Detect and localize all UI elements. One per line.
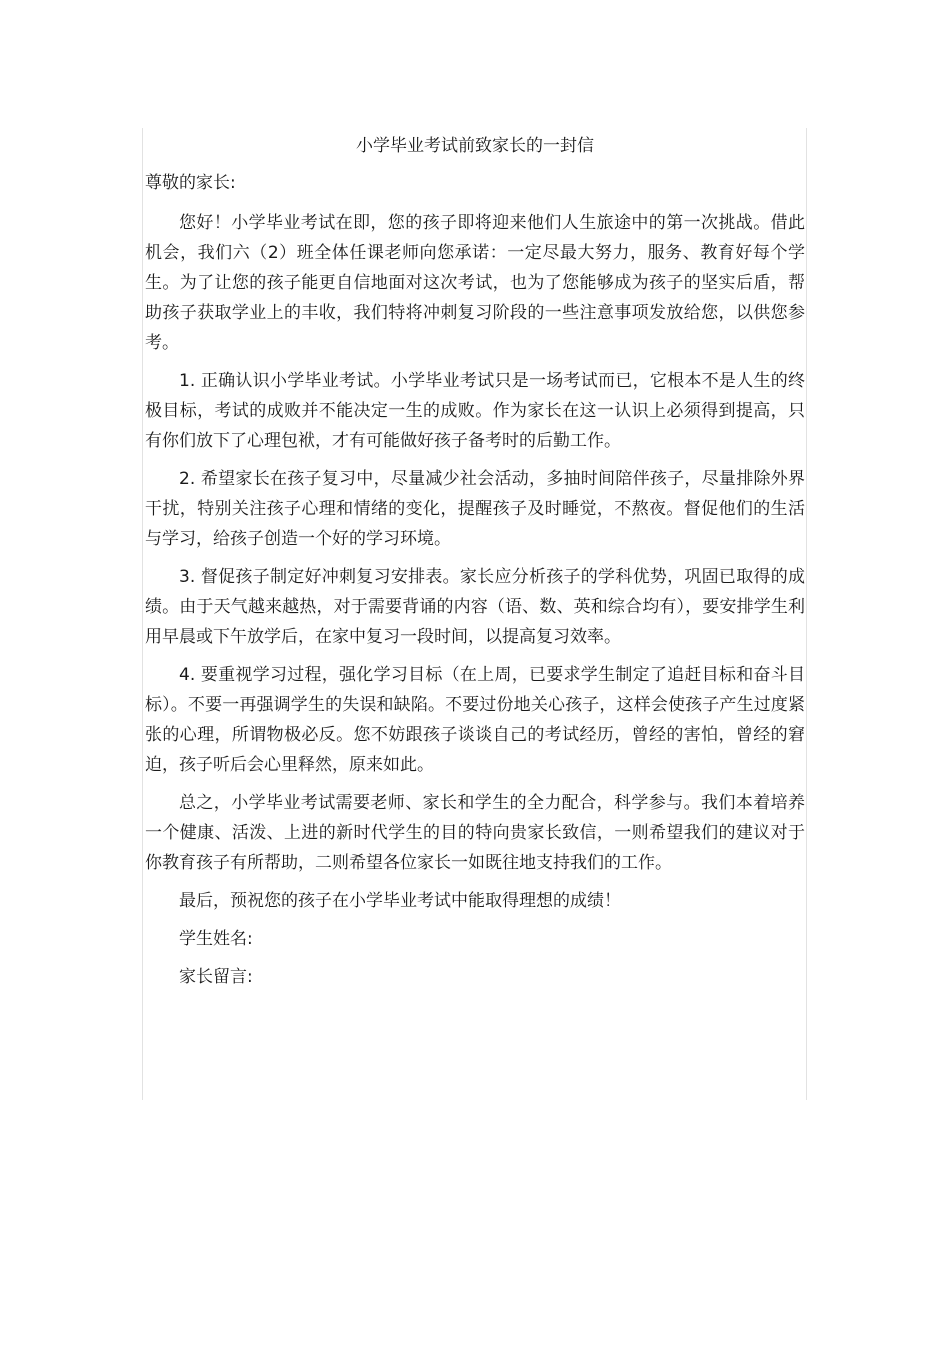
paragraph-item-4: 4. 要重视学习过程，强化学习目标（在上周，已要求学生制定了追赶目标和奋斗目标）。不要一再强调学生的失误和缺陷。不要过份地关心孩子，这样会使孩子产生过度紧张的心理，所谓物极必反。您不妨跟孩子谈谈自己的考试经历，曾经的害怕，曾经的窘迫，孩子听后会心里释然，原来如此。 xyxy=(145,665,805,775)
letter-title: 小学毕业考试前致家长的一封信 xyxy=(356,136,594,156)
parent-message-label: 家长留言: xyxy=(179,967,253,987)
paragraph-closing: 最后，预祝您的孩子在小学毕业考试中能取得理想的成绩！ xyxy=(179,891,621,911)
salutation: 尊敬的家长: xyxy=(145,173,236,193)
paragraph-item-2: 2. 希望家长在孩子复习中，尽量减少社会活动，多抽时间陪伴孩子，尽量排除外界干扰，特别关注孩子心理和情绪的变化，提醒孩子及时睡觉，不熬夜。督促他们的生活与学习，给孩子创造一个好的学习环境。 xyxy=(145,469,805,549)
paragraph-item-3: 3. 督促孩子制定好冲刺复习安排表。家长应分析孩子的学科优势，巩固已取得的成绩。由于天气越来越热，对于需要背诵的内容（语、数、英和综合均有），要安排学生利用早晨或下午放学后，在家中复习一段时间，以提高复习效率。 xyxy=(145,567,805,647)
paragraph-intro: 您好！小学毕业考试在即，您的孩子即将迎来他们人生旅途中的第一次挑战。借此机会，我们六（2）班全体任课老师向您承诺：一定尽最大努力，服务、教育好每个学生。为了让您的孩子能更自信地面对这次考试，也为了您能够成为孩子的坚实后盾，帮助孩子获取学业上的丰收，我们特将冲刺复习阶段的一些注意事项发放给您，以供您参考。 xyxy=(145,213,805,353)
student-name-label: 学生姓名: xyxy=(179,929,253,949)
right-margin-rule xyxy=(806,128,807,1100)
left-margin-rule xyxy=(142,128,143,1100)
paragraph-summary: 总之，小学毕业考试需要老师、家长和学生的全力配合，科学参与。我们本着培养一个健康、活泼、上进的新时代学生的目的特向贵家长致信，一则希望我们的建议对于你教育孩子有所帮助，二则希望各位家长一如既往地支持我们的工作。 xyxy=(145,793,805,873)
letter-body xyxy=(145,132,805,1000)
paragraph-item-1: 1. 正确认识小学毕业考试。小学毕业考试只是一场考试而已，它根本不是人生的终极目标，考试的成败并不能决定一生的成败。作为家长在这一认识上必须得到提高，只有你们放下了心理包袱，才有可能做好孩子备考时的后勤工作。 xyxy=(145,371,805,451)
